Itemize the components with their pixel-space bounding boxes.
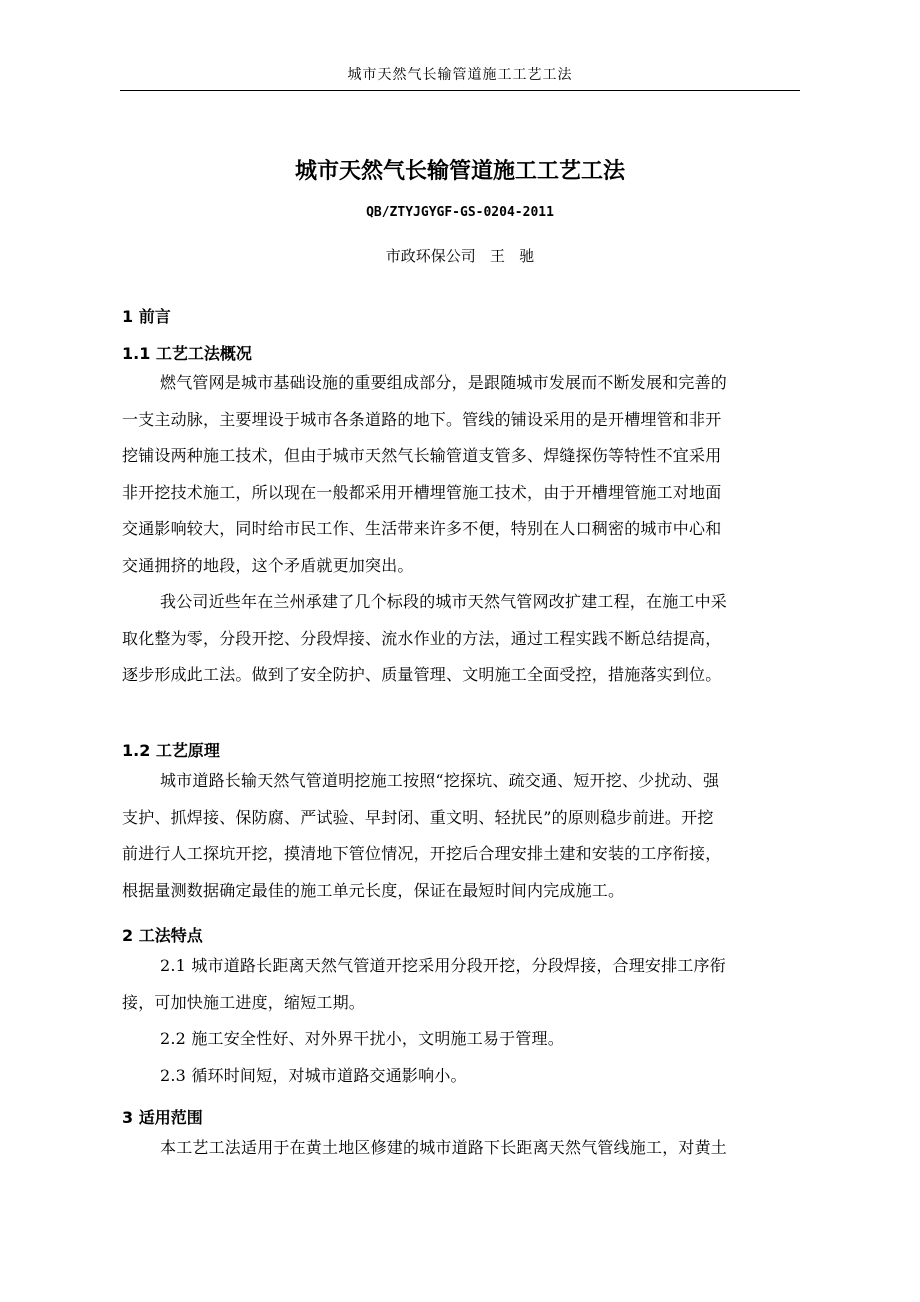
standard-code: QB/ZTYJGYGF-GS-0204-2011 [366,205,554,220]
section-heading-1-2: 1.2 工艺原理 [122,741,220,760]
section-heading-2: 2 工法特点 [122,926,203,945]
paragraph-feature-2-2 [122,1021,798,1058]
text-line: 2.1 城市道路长距离天然气管道开挖采用分段开挖，分段焊接，合理安排工序衔 [160,956,726,975]
text-line: 前进行人工探坑开挖，摸清地下管位情况，开挖后合理安排土建和安装的工序衔接， [122,844,722,864]
section-heading-1: 1 前言 [122,307,171,326]
text-line: 接，可加快施工进度，缩短工期。 [122,992,366,1012]
text-line: 城市道路长输天然气管道明挖施工按照“挖探坑、疏交通、短开挖、少扰动、强 [160,771,720,790]
text-line: 挖铺设两种施工技术，但由于城市天然气长输管道支管多、焊缝探伤等特性不宜采用 [122,446,722,466]
text-line: 一支主动脉，主要埋设于城市各条道路的地下。管线的铺设采用的是开槽埋管和非开 [122,409,722,429]
author-line: 市政环保公司 王 驰 [385,247,535,265]
header-rule [120,90,800,91]
text-line: 取化整为零，分段开挖、分段焊接、流水作业的方法，通过工程实践不断总结提高， [122,628,722,648]
running-header: 城市天然气长输管道施工工艺工法 [347,67,573,83]
text-line: 我公司近些年在兰州承建了几个标段的城市天然气管网改扩建工程，在施工中采 [160,592,728,611]
text-line: 2.3 循环时间短，对城市道路交通影响小。 [160,1066,467,1085]
text-line: 逐步形成此工法。做到了安全防护、质量管理、文明施工全面受控，措施落实到位。 [122,665,722,685]
paragraph-feature-2-3 [122,1058,798,1095]
text-line: 交通影响较大，同时给市民工作、生活带来许多不便，特别在人口稠密的城市中心和 [122,519,722,539]
paragraph-overview-2 [122,584,798,694]
text-line: 支护、抓焊接、保防腐、严试验、早封闭、重文明、轻扰民”的原则稳步前进。开挖 [122,807,714,827]
paragraph-scope [122,1130,798,1167]
text-line: 燃气管网是城市基础设施的重要组成部分，是跟随城市发展而不断发展和完善的 [160,373,728,392]
section-heading-1-1: 1.1 工艺工法概况 [122,344,252,363]
section-heading-3: 3 适用范围 [122,1108,203,1127]
paragraph-feature-2-1 [122,948,798,1021]
paragraph-principle [122,763,798,909]
paragraph-overview-1 [122,365,798,585]
document-title: 城市天然气长输管道施工工艺工法 [294,159,625,184]
text-line: 交通拥挤的地段，这个矛盾就更加突出。 [122,555,414,575]
text-line: 非开挖技术施工，所以现在一般都采用开槽埋管施工技术，由于开槽埋管施工对地面 [122,482,722,502]
text-line: 根据量测数据确定最佳的施工单元长度，保证在最短时间内完成施工。 [122,880,625,900]
text-line: 本工艺工法适用于在黄土地区修建的城市道路下长距离天然气管线施工，对黄土 [160,1138,728,1157]
text-line: 2.2 施工安全性好、对外界干扰小，文明施工易于管理。 [160,1029,564,1048]
